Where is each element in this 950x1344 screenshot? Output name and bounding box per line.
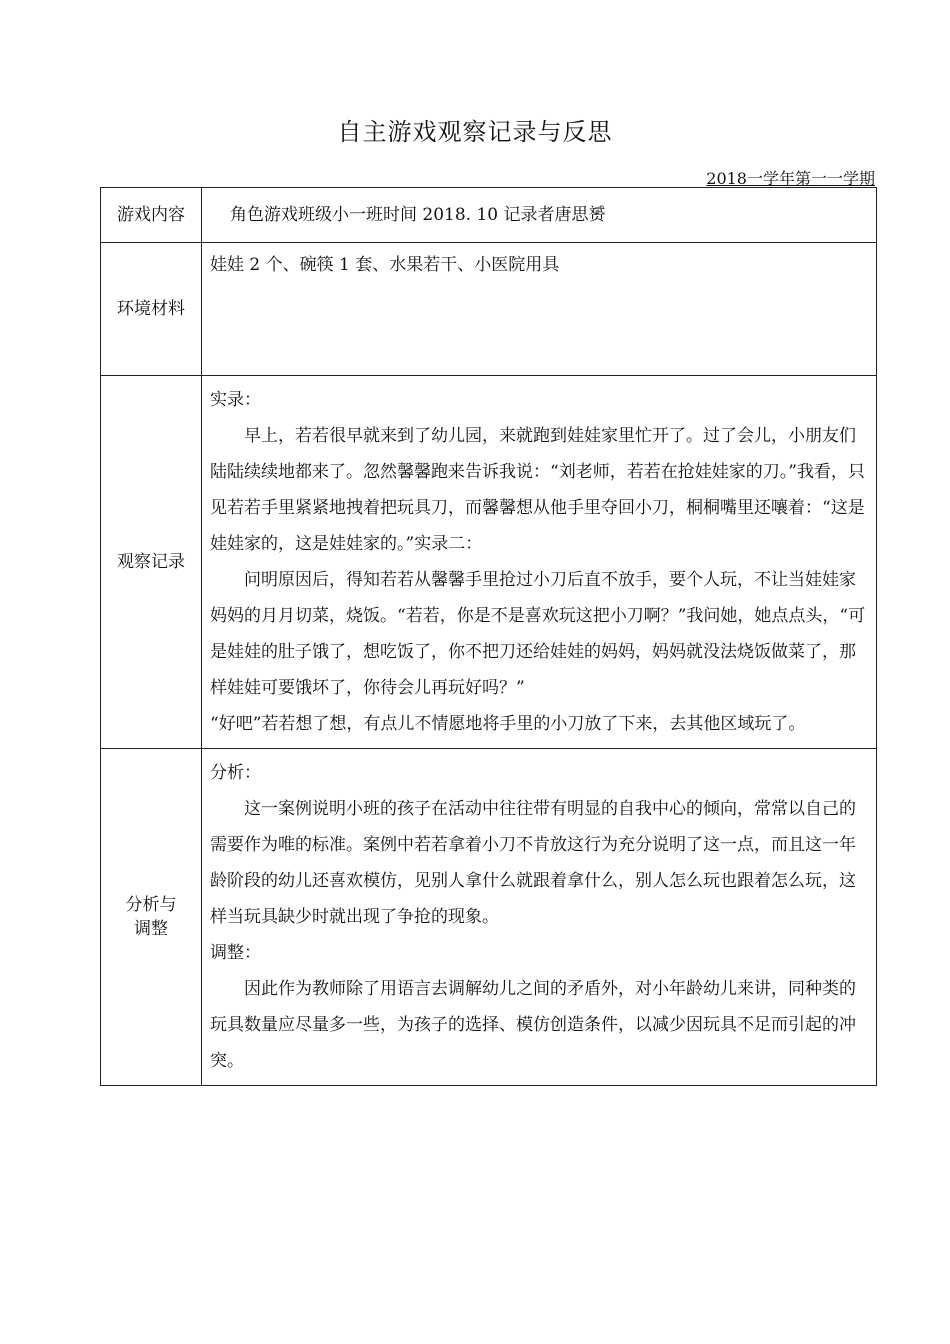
term-text: 2018一学年第一一学期 (706, 169, 875, 188)
label-observation: 观察记录 (101, 376, 202, 749)
label-analysis-line1: 分析与 (125, 895, 177, 915)
analysis-para: 这一案例说明小班的孩子在活动中往往带有明显的自我中心的倾向，常常以自己的需要作为唯的标准。案例中若若拿着小刀不肯放这行为充分说明了这一点，而且这一年龄阶段的幼儿还喜欢模仿，见别人拿什么就跟着拿什么，别人怎么玩也跟着怎么玩，这样当玩具缺少时就出现了争抢的现象。 (210, 799, 856, 927)
term-line (706, 166, 875, 189)
value-observation (202, 376, 877, 749)
row-game-content (101, 188, 877, 243)
row-observation (101, 376, 877, 749)
adjust-para: 因此作为教师除了用语言去调解幼儿之间的矛盾外，对小年龄幼儿来讲，同种类的玩具数量应尽量多一些，为孩子的选择、模仿创造条件，以减少因玩具不足而引起的冲突。 (210, 979, 856, 1071)
label-analysis (101, 749, 202, 1086)
value-analysis (202, 749, 877, 1086)
page-title: 自主游戏观察记录与反思 (337, 118, 613, 146)
label-analysis-line2: 调整 (134, 919, 168, 939)
label-materials: 环境材料 (101, 243, 202, 376)
observation-heading: 实录： (210, 390, 261, 410)
observation-para2: 问明原因后，得知若若从馨馨手里抢过小刀后直不放手，要个人玩，不让当娃娃家妈妈的月月切菜，烧饭。“若若，你是不是喜欢玩这把小刀啊？”我问她，她点点头，“可是娃娃的肚子饿了，想吃饭了，你不把刀还给娃娃的妈妈，妈妈就没法烧饭做菜了，那样娃娃可要饿坏了，你待会儿再玩好吗？” (210, 570, 866, 698)
value-game-content: 角色游戏班级小一班时间 2018. 10 记录者唐思赟 (202, 188, 877, 243)
materials-text: 娃娃 2 个、碗筷 1 套、水果若干、小医院用具 (210, 255, 560, 275)
row-materials (101, 243, 877, 376)
observation-para3: “好吧”若若想了想，有点儿不情愿地将手里的小刀放了下来，去其他区域玩了。 (210, 714, 806, 734)
row-analysis (101, 749, 877, 1086)
analysis-heading: 分析： (210, 763, 261, 783)
value-materials (202, 243, 877, 376)
record-table (100, 187, 877, 1086)
observation-para1: 早上，若若很早就来到了幼儿园，来就跑到娃娃家里忙开了。过了会儿，小朋友们陆陆续续地都来了。忽然馨馨跑来告诉我说：“刘老师，若若在抢娃娃家的刀。”我看，只见若若手里紧紧地拽着把玩具刀，而馨馨想从他手里夺回小刀，桐桐嘴里还嚷着：“这是娃娃家的，这是娃娃家的。”实录二： (210, 426, 865, 554)
label-game-content: 游戏内容 (101, 188, 202, 243)
adjust-heading: 调整： (210, 943, 261, 963)
